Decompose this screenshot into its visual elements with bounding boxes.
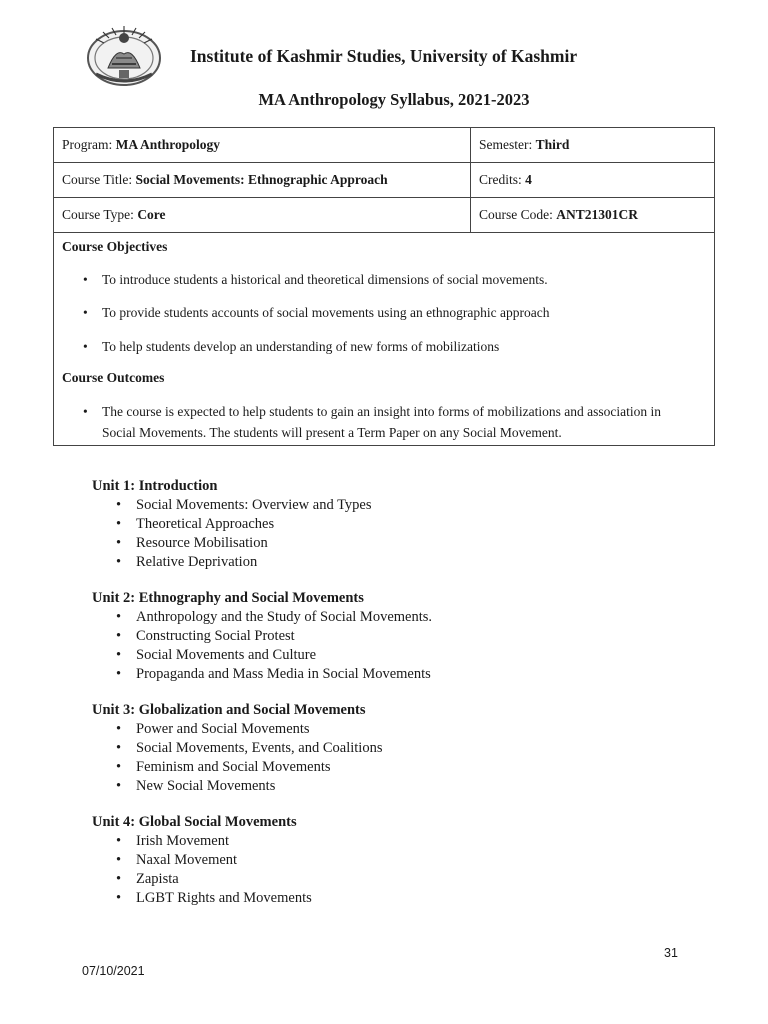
page-number: 31 (664, 946, 678, 960)
outcome-text: The course is expected to help students to gain an insight into forms of mobilizations and association in Social Movements. The students will present a Term Paper on any Social Movement. (102, 404, 662, 440)
program-cell (54, 128, 471, 163)
outcomes-heading: Course Outcomes (62, 370, 165, 385)
bullet-icon: • (116, 554, 122, 570)
course-title-label: Course Title: (62, 172, 136, 187)
unit-4-item (116, 890, 312, 907)
bullet-icon: • (116, 871, 122, 887)
course-info-table (53, 127, 715, 446)
unit-2-heading: Unit 2: Ethnography and Social Movements (92, 590, 364, 606)
objectives-outcomes-box (54, 233, 714, 445)
unit-3-item (116, 740, 383, 757)
unit-3-item (116, 721, 310, 738)
bullet-icon: • (116, 535, 122, 551)
unit-1-item (116, 516, 275, 533)
unit-4-item (116, 833, 230, 850)
unit-item-text: Anthropology and the Study of Social Movements. (136, 609, 433, 625)
unit-item-text: LGBT Rights and Movements (136, 890, 312, 906)
unit-4-item (116, 852, 238, 869)
objectives-heading: Course Objectives (62, 239, 168, 254)
unit-1-item (116, 497, 372, 514)
unit-item-text: Irish Movement (136, 833, 230, 849)
unit-item-text: New Social Movements (136, 778, 276, 794)
unit-2-item (116, 609, 433, 626)
bullet-icon: • (116, 890, 122, 906)
objective-item (83, 302, 690, 323)
credits-label: Credits: (479, 172, 526, 187)
bullet-icon: • (116, 778, 122, 794)
bullet-icon: • (116, 721, 122, 737)
unit-3-item (116, 778, 276, 795)
program-label: Program: (62, 137, 116, 152)
course-code-cell (471, 198, 715, 233)
unit-item-text: Resource Mobilisation (136, 535, 268, 551)
bullet-icon: • (83, 339, 88, 354)
course-title-cell (54, 163, 471, 198)
bullet-icon: • (116, 852, 122, 868)
unit-1-item (116, 554, 258, 571)
course-type-value: Core (137, 207, 166, 222)
unit-1-heading: Unit 1: Introduction (92, 478, 218, 494)
unit-1-item (116, 535, 268, 552)
syllabus-title: MA Anthropology Syllabus, 2021-2023 (258, 90, 530, 109)
institute-title: Institute of Kashmir Studies, University of Kashmir (190, 46, 578, 66)
objective-item (83, 269, 690, 290)
unit-item-text: Social Movements, Events, and Coalitions (136, 740, 383, 756)
unit-item-text: Social Movements and Culture (136, 647, 317, 663)
unit-item-text: Social Movements: Overview and Types (136, 497, 372, 513)
objective-item (83, 336, 690, 357)
bullet-icon: • (116, 833, 122, 849)
document-date: 07/10/2021 (82, 964, 145, 978)
unit-2-item (116, 628, 295, 645)
bullet-icon: • (83, 404, 88, 419)
course-info-row (54, 198, 715, 233)
unit-4-heading: Unit 4: Global Social Movements (92, 814, 297, 830)
bullet-icon: • (116, 497, 122, 513)
bullet-icon: • (116, 516, 122, 532)
objectives-row (54, 233, 715, 446)
bullet-icon: • (116, 647, 122, 663)
bullet-icon: • (83, 305, 88, 320)
unit-4-item (116, 871, 179, 888)
course-type-cell (54, 198, 471, 233)
unit-item-text: Relative Deprivation (136, 554, 258, 570)
course-info-row (54, 128, 715, 163)
outcome-item (83, 401, 690, 443)
credits-value: 4 (525, 172, 532, 187)
unit-item-text: Constructing Social Protest (136, 628, 295, 644)
bullet-icon: • (116, 609, 122, 625)
semester-cell (471, 128, 715, 163)
unit-3-heading: Unit 3: Globalization and Social Movements (92, 702, 366, 718)
unit-item-text: Power and Social Movements (136, 721, 310, 737)
objectives-outcomes-cell (54, 233, 715, 446)
unit-item-text: Zapista (136, 871, 179, 887)
semester-label: Semester: (479, 137, 536, 152)
university-seal-logo (86, 24, 162, 88)
bullet-icon: • (116, 628, 122, 644)
course-code-value: ANT21301CR (556, 207, 639, 222)
unit-2-item (116, 666, 431, 683)
credits-cell (471, 163, 715, 198)
program-value: MA Anthropology (115, 137, 221, 152)
unit-item-text: Theoretical Approaches (136, 516, 275, 532)
unit-item-text: Naxal Movement (136, 852, 238, 868)
course-title-value: Social Movements: Ethnographic Approach (135, 172, 388, 187)
semester-value: Third (535, 137, 570, 152)
unit-item-text: Propaganda and Mass Media in Social Movements (136, 666, 431, 682)
unit-item-text: Feminism and Social Movements (136, 759, 331, 775)
objective-text: To help students develop an understanding of new forms of mobilizations (102, 339, 500, 354)
bullet-icon: • (116, 666, 122, 682)
course-type-label: Course Type: (62, 207, 138, 222)
bullet-icon: • (116, 740, 122, 756)
bullet-icon: • (116, 759, 122, 775)
course-info-row (54, 163, 715, 198)
unit-2-item (116, 647, 317, 664)
course-code-label: Course Code: (479, 207, 557, 222)
bullet-icon: • (83, 272, 88, 287)
objective-text: To provide students accounts of social movements using an ethnographic approach (102, 305, 550, 320)
unit-3-item (116, 759, 331, 776)
objective-text: To introduce students a historical and theoretical dimensions of social movements. (102, 272, 548, 287)
